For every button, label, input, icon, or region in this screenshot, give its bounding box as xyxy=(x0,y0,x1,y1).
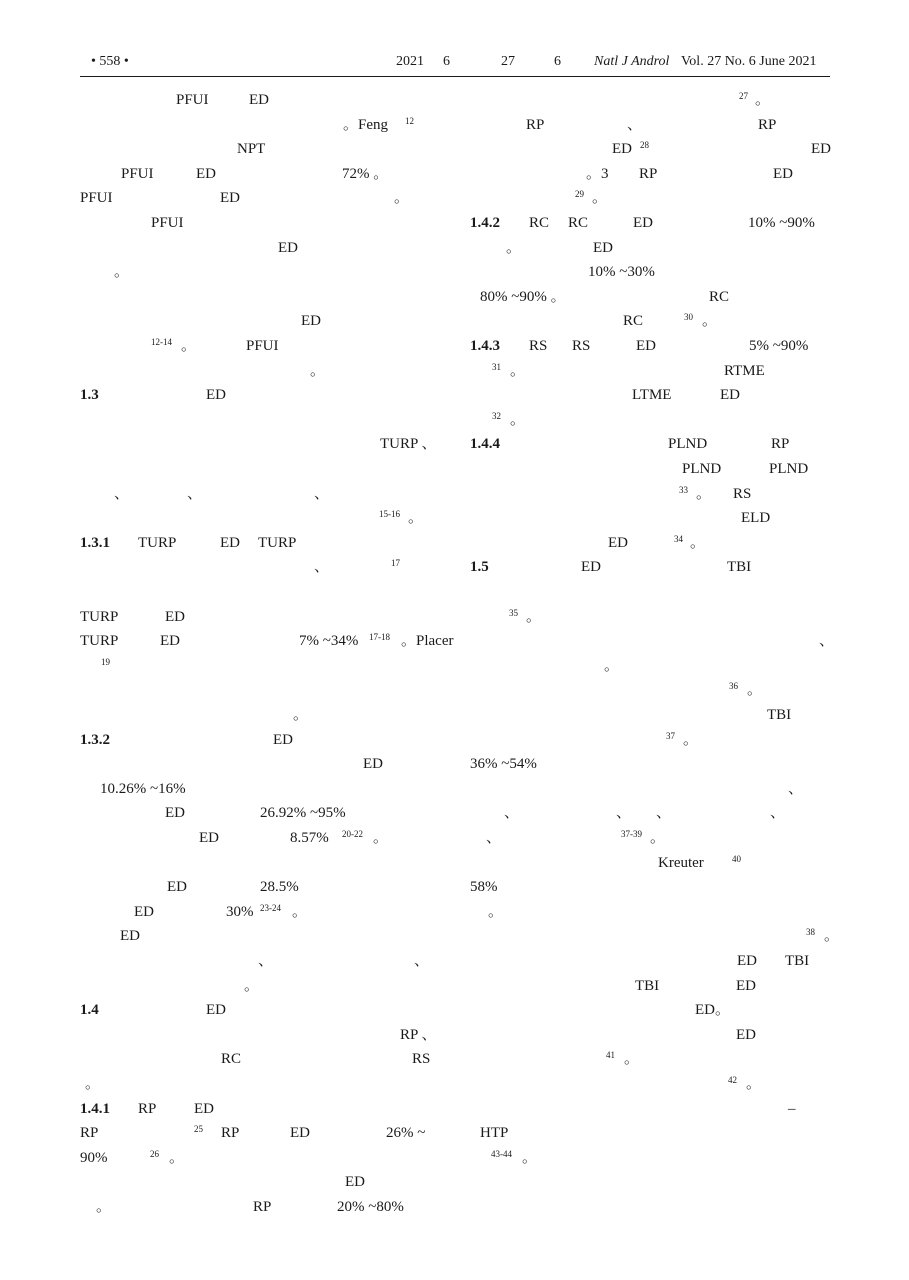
text-fragment: 。 xyxy=(394,190,410,207)
text-fragment: 10% ~30% xyxy=(588,264,655,281)
text-fragment: ED xyxy=(581,559,601,576)
section-heading: 1.4.2 xyxy=(470,215,500,231)
text-fragment: 。 xyxy=(696,485,712,502)
text-fragment: ED xyxy=(194,1100,214,1117)
text-fragment: RP xyxy=(138,1100,157,1117)
text-line xyxy=(80,1072,450,1097)
text-line xyxy=(80,506,450,531)
text-fragment: ED xyxy=(720,387,740,404)
text-fragment: 。 xyxy=(181,338,197,354)
text-fragment: 26% ~ xyxy=(386,1125,426,1142)
text-fragment: 。 xyxy=(683,731,699,748)
text-fragment: PLND xyxy=(682,461,722,477)
text-fragment: Kreuter xyxy=(658,854,704,871)
text-fragment: RS xyxy=(412,1051,431,1068)
text-fragment: ED xyxy=(345,1174,365,1191)
text-fragment: TBI xyxy=(727,559,752,576)
citation-superscript: 25 xyxy=(194,1124,203,1135)
text-fragment: 。 xyxy=(114,264,130,281)
text-fragment: ED xyxy=(593,239,613,256)
text-fragment: RC xyxy=(568,215,589,231)
text-fragment: 。 xyxy=(292,903,308,920)
text-fragment: 。3 xyxy=(586,165,609,182)
text-line xyxy=(470,162,840,187)
text-line xyxy=(80,1023,450,1048)
text-line xyxy=(80,359,450,384)
text-fragment: PFUI xyxy=(80,190,113,207)
text-fragment: ED xyxy=(290,1125,310,1142)
text-line xyxy=(80,974,450,999)
citation-superscript: 33 xyxy=(679,484,688,495)
text-fragment: ED xyxy=(160,633,180,650)
text-line xyxy=(80,1146,450,1171)
text-line xyxy=(80,383,450,408)
journal-citation: Vol. 27 No. 6 June 2021 xyxy=(681,54,817,69)
text-fragment: RP xyxy=(758,116,777,133)
text-fragment: 。 xyxy=(650,830,666,846)
text-fragment: 。 xyxy=(510,411,526,428)
text-line xyxy=(470,383,840,408)
text-fragment: ED xyxy=(220,190,240,207)
text-fragment: 。 xyxy=(85,1076,101,1092)
text-fragment: TBI xyxy=(635,977,660,994)
section-heading: 1.3 xyxy=(80,387,99,404)
text-line xyxy=(80,752,450,777)
citation-superscript: 20-22 xyxy=(342,829,363,839)
text-line xyxy=(80,285,450,310)
citation-superscript: 36 xyxy=(729,681,738,692)
text-line xyxy=(470,457,840,482)
text-line xyxy=(80,211,450,236)
text-fragment: RC xyxy=(709,288,730,305)
citation-superscript: 37 xyxy=(666,730,675,741)
text-fragment: ED xyxy=(206,1002,226,1019)
text-fragment: 、 xyxy=(504,805,520,822)
section-heading: 1.4.4 xyxy=(470,436,500,453)
section-heading: 1.5 xyxy=(470,559,489,576)
text-fragment: 。 xyxy=(373,830,389,846)
text-line xyxy=(80,432,450,457)
citation-superscript: 37-39 xyxy=(621,829,642,839)
section-heading: 1.4 xyxy=(80,1002,99,1019)
text-fragment: HTP xyxy=(480,1125,509,1142)
text-fragment: 、 xyxy=(656,805,672,822)
text-fragment: 26.92% ~95% xyxy=(260,805,346,822)
citation-superscript: 17-18 xyxy=(369,632,390,643)
text-line xyxy=(80,113,450,138)
text-line xyxy=(80,629,454,654)
text-line xyxy=(470,777,840,802)
text-fragment: PFUI xyxy=(176,92,209,108)
citation-superscript: 28 xyxy=(640,140,649,151)
text-fragment: ED xyxy=(811,141,831,158)
text-fragment: RC xyxy=(221,1051,242,1068)
text-line xyxy=(80,137,450,162)
text-fragment: 5% ~90% xyxy=(749,338,809,354)
text-line xyxy=(470,1023,840,1048)
text-line xyxy=(470,432,840,457)
text-fragment: ED xyxy=(612,141,632,158)
text-fragment: ED xyxy=(220,534,240,551)
text-fragment: PLND xyxy=(769,461,809,477)
header-issue: 6 xyxy=(554,54,561,69)
text-fragment: ED xyxy=(206,387,226,404)
text-line xyxy=(470,629,840,654)
text-line xyxy=(470,752,840,777)
text-fragment: 。Feng xyxy=(343,116,389,133)
text-fragment: ED xyxy=(773,165,793,182)
text-fragment: – xyxy=(788,1100,796,1117)
text-line xyxy=(470,924,840,949)
text-fragment: RC xyxy=(529,215,550,231)
text-fragment: 、 xyxy=(258,953,274,969)
text-fragment: RP xyxy=(221,1125,240,1142)
text-line xyxy=(470,654,840,679)
text-line xyxy=(470,1146,840,1171)
text-fragment: 、 xyxy=(486,830,502,846)
section-heading: 1.4.1 xyxy=(80,1100,110,1117)
text-line xyxy=(80,186,450,211)
text-fragment: RTME xyxy=(724,362,765,379)
text-fragment: 80% ~90% 。 xyxy=(480,288,566,305)
text-fragment: ED xyxy=(120,928,140,945)
text-line xyxy=(80,260,450,285)
text-fragment: RS xyxy=(529,338,548,354)
citation-superscript: 38 xyxy=(806,927,815,938)
text-fragment: 。 xyxy=(522,1149,538,1166)
text-fragment: 。Placer xyxy=(401,633,454,650)
text-line xyxy=(80,1121,450,1146)
section-heading: 1.3.2 xyxy=(80,731,110,748)
text-line xyxy=(80,900,450,925)
text-line xyxy=(470,826,840,851)
text-line xyxy=(80,236,450,261)
text-line xyxy=(470,506,840,531)
text-fragment: 。 xyxy=(824,928,840,945)
text-fragment: ED。 xyxy=(695,1002,730,1019)
text-fragment: 8.57% xyxy=(290,830,329,846)
text-fragment: 、 xyxy=(414,953,430,969)
text-line xyxy=(470,137,840,162)
text-fragment: TBI xyxy=(785,953,810,969)
text-fragment: TURP xyxy=(80,633,119,650)
text-line xyxy=(80,309,450,334)
text-fragment: RP xyxy=(80,1125,99,1142)
text-fragment: 72% 。 xyxy=(342,165,389,182)
text-fragment: 。 xyxy=(624,1051,640,1068)
text-fragment: 、 xyxy=(314,559,330,576)
text-line xyxy=(80,851,450,876)
text-fragment: ED xyxy=(134,903,154,920)
citation-superscript: 41 xyxy=(606,1050,615,1061)
text-fragment: PFUI xyxy=(151,215,184,231)
text-fragment: ED xyxy=(736,1026,756,1043)
text-line xyxy=(470,703,840,728)
text-fragment: TURP 、 xyxy=(380,436,437,453)
citation-superscript: 43-44 xyxy=(491,1148,512,1159)
text-line xyxy=(80,482,450,507)
text-fragment: ED xyxy=(249,92,269,108)
text-fragment: RS xyxy=(572,338,591,354)
text-fragment: ED xyxy=(633,215,653,231)
citation-superscript: 35 xyxy=(509,607,518,618)
text-fragment: 。 xyxy=(746,1076,762,1092)
text-line xyxy=(80,1195,450,1220)
text-fragment: ED xyxy=(301,313,321,330)
text-fragment: 。 xyxy=(293,707,309,723)
text-line xyxy=(470,236,840,261)
text-fragment: 。 xyxy=(169,1149,185,1166)
right-column xyxy=(470,88,840,1198)
text-line xyxy=(470,949,840,974)
citation-superscript: 17 xyxy=(391,558,400,569)
text-line xyxy=(80,580,450,605)
text-line xyxy=(80,162,450,187)
text-line xyxy=(470,260,840,285)
text-fragment: 。 xyxy=(526,608,542,625)
text-fragment: TURP xyxy=(80,608,119,625)
citation-superscript: 31 xyxy=(492,361,501,372)
text-line xyxy=(80,826,450,851)
text-line xyxy=(80,555,450,580)
text-line xyxy=(470,211,840,236)
citation-superscript: 30 xyxy=(684,312,693,323)
text-fragment: 36% ~54% xyxy=(470,756,537,773)
text-fragment: 。 xyxy=(408,510,424,527)
text-fragment: PLND xyxy=(668,436,708,453)
text-line xyxy=(80,801,450,826)
text-line xyxy=(80,88,450,113)
page-number: • 558 • xyxy=(91,54,129,69)
text-line xyxy=(470,359,840,384)
text-fragment: 。 xyxy=(310,362,326,379)
text-fragment: ED xyxy=(608,534,628,551)
text-line xyxy=(470,482,840,507)
text-fragment: 90% xyxy=(80,1149,108,1166)
section-heading: 1.3.1 xyxy=(80,534,110,551)
text-fragment: 。 xyxy=(506,239,522,256)
citation-superscript: 15-16 xyxy=(379,509,400,520)
citation-superscript: 34 xyxy=(674,533,683,544)
text-fragment: ED xyxy=(273,731,293,748)
text-fragment: 。 xyxy=(747,682,763,699)
citation-superscript: 40 xyxy=(732,853,741,864)
text-line xyxy=(470,605,840,630)
text-fragment: 。 xyxy=(755,92,771,108)
text-fragment: 28.5% xyxy=(260,879,299,896)
text-fragment: 10.26% ~16% xyxy=(100,780,186,797)
text-line xyxy=(470,408,840,433)
text-fragment: 、 xyxy=(788,780,804,797)
citation-superscript: 42 xyxy=(728,1075,737,1085)
text-fragment: RP xyxy=(771,436,790,453)
text-line xyxy=(80,998,450,1023)
text-fragment: 20% ~80% xyxy=(337,1199,404,1215)
text-fragment: TURP xyxy=(258,534,297,551)
text-line xyxy=(470,580,840,605)
text-fragment: RS xyxy=(733,485,752,502)
citation-superscript: 27 xyxy=(739,91,748,101)
text-line xyxy=(80,678,450,703)
text-fragment: 。 xyxy=(244,977,260,994)
text-line xyxy=(80,728,450,753)
text-fragment: 7% ~34% xyxy=(299,633,359,650)
text-line xyxy=(80,777,450,802)
header-month: 6 xyxy=(443,54,450,69)
text-fragment: 10% ~90% xyxy=(748,215,815,231)
text-fragment: 、 xyxy=(627,116,643,133)
text-fragment: 。 xyxy=(604,657,620,674)
text-line xyxy=(470,285,840,310)
text-fragment: ED xyxy=(199,830,219,846)
text-fragment: ED xyxy=(278,239,298,256)
text-line xyxy=(80,875,450,900)
citation-superscript: 12 xyxy=(405,115,414,126)
text-fragment: 、 xyxy=(114,485,130,502)
text-line xyxy=(470,851,840,876)
journal-name: Natl J Androl xyxy=(594,54,670,69)
text-line xyxy=(470,309,840,334)
header-volume: 27 xyxy=(501,54,515,69)
citation-superscript: 32 xyxy=(492,410,501,421)
text-line xyxy=(80,531,450,556)
header-year: 2021 xyxy=(396,54,424,69)
text-fragment: TURP xyxy=(138,534,177,551)
text-fragment: RC xyxy=(623,313,644,330)
text-fragment: 。 xyxy=(702,313,718,330)
text-line xyxy=(80,1097,450,1122)
text-line xyxy=(470,875,840,900)
header-rule xyxy=(80,76,830,77)
text-line xyxy=(80,949,450,974)
text-line xyxy=(470,1072,840,1097)
text-fragment: ED xyxy=(167,879,187,896)
text-fragment: ED xyxy=(636,338,656,354)
text-fragment: 、 xyxy=(819,633,835,650)
text-line xyxy=(80,457,450,482)
text-fragment: TBI xyxy=(767,707,792,723)
text-fragment: RP 、 xyxy=(400,1026,437,1043)
citation-superscript: 23-24 xyxy=(260,902,281,913)
text-fragment: 、 xyxy=(770,805,786,822)
text-line xyxy=(80,654,450,679)
citation-superscript: 19 xyxy=(101,656,110,667)
text-line xyxy=(470,801,840,826)
text-line xyxy=(80,1047,450,1072)
text-line xyxy=(470,1047,840,1072)
text-fragment: ED xyxy=(165,608,185,625)
text-fragment: RP xyxy=(526,116,545,133)
text-line xyxy=(80,408,450,433)
left-column xyxy=(80,88,454,1215)
section-heading: 1.4.3 xyxy=(470,338,500,354)
text-line xyxy=(470,678,840,703)
text-fragment: 、 xyxy=(187,485,203,502)
text-line xyxy=(80,334,450,359)
text-fragment: 58% xyxy=(470,879,498,896)
text-fragment: 。 xyxy=(510,362,526,379)
text-line xyxy=(80,1170,450,1195)
text-line xyxy=(80,605,450,630)
text-line xyxy=(470,113,840,138)
text-fragment: 30% xyxy=(226,903,254,920)
text-fragment: ELD xyxy=(741,510,771,527)
text-line xyxy=(470,728,840,753)
text-line xyxy=(470,1097,840,1122)
text-fragment: 、 xyxy=(314,485,330,502)
text-fragment: 。 xyxy=(690,534,706,551)
text-line xyxy=(470,900,840,925)
citation-superscript: 29 xyxy=(575,189,584,200)
text-fragment: ED xyxy=(737,953,757,969)
text-fragment: 。 xyxy=(96,1199,112,1215)
citation-superscript: 12-14 xyxy=(151,337,172,347)
text-fragment: RP xyxy=(253,1199,272,1215)
text-fragment: ED xyxy=(196,165,216,182)
text-fragment: ED xyxy=(165,805,185,822)
text-fragment: PFUI xyxy=(246,338,279,354)
text-fragment: RP xyxy=(639,165,658,182)
text-line xyxy=(470,974,840,999)
text-fragment: LTME xyxy=(632,387,672,404)
text-line xyxy=(470,88,840,113)
text-line xyxy=(470,186,840,211)
text-fragment: ED xyxy=(363,756,383,773)
text-fragment: ED xyxy=(736,977,756,994)
text-fragment: PFUI xyxy=(121,165,154,182)
text-fragment: 、 xyxy=(616,805,632,822)
text-fragment: 。 xyxy=(488,903,504,920)
text-line xyxy=(470,555,840,580)
text-line xyxy=(470,1121,840,1146)
text-line xyxy=(470,998,840,1023)
citation-superscript: 26 xyxy=(150,1148,159,1159)
text-line xyxy=(80,703,450,728)
text-line xyxy=(80,924,450,949)
text-fragment: 。 xyxy=(592,190,608,207)
text-fragment: NPT xyxy=(237,141,266,158)
text-line xyxy=(470,334,840,359)
text-line xyxy=(470,531,840,556)
